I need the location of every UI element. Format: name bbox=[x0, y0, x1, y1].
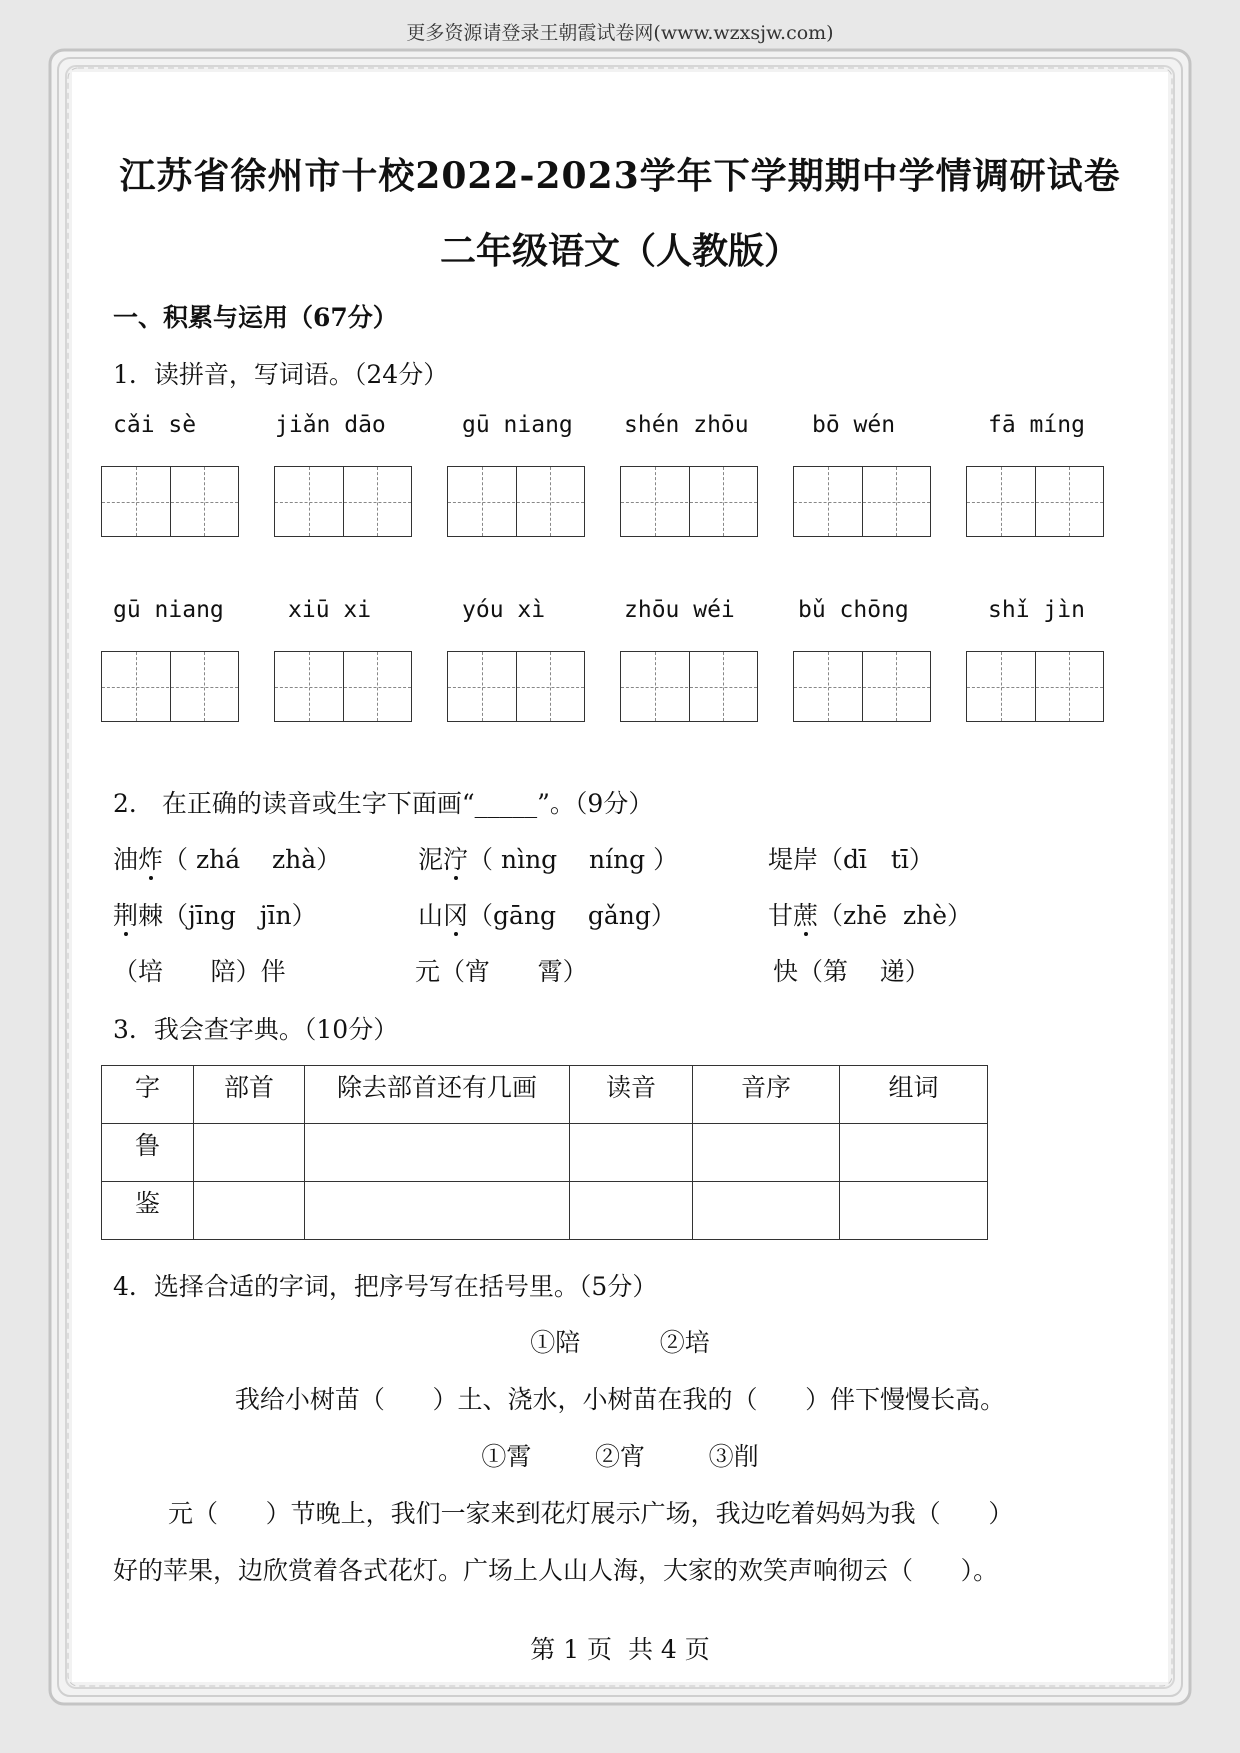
question-2-label: 2． 在正确的读音或生字下面画“_____”。（9分） bbox=[113, 789, 654, 818]
table-header: 字 bbox=[102, 1066, 194, 1124]
fill-in-sentence[interactable]: 好的苹果，边欣赏着各式花灯。广场上人山人海，大家的欢笑声响彻云（ ）。 bbox=[113, 1556, 999, 1585]
answer-cell[interactable] bbox=[194, 1182, 305, 1240]
pinyin-prompt: gū niang bbox=[462, 412, 573, 438]
pronunciation-item[interactable]: 油炸（ zhá zhà） bbox=[113, 845, 342, 874]
answer-cell[interactable] bbox=[194, 1124, 305, 1182]
character-choice-row bbox=[113, 952, 1163, 988]
pinyin-prompt: shén zhōu bbox=[624, 412, 749, 438]
pinyin-prompt: zhōu wéi bbox=[624, 597, 735, 623]
section-heading: 一、积累与运用（67分） bbox=[113, 303, 398, 332]
character-choice[interactable]: （培 陪）伴 bbox=[113, 957, 286, 986]
pronunciation-item[interactable]: 泥泞（ nìng níng ） bbox=[418, 845, 679, 874]
page-title: 江苏省徐州市十校2022-2023学年下学期期中学情调研试卷 bbox=[119, 155, 1121, 197]
answer-cell[interactable] bbox=[305, 1124, 570, 1182]
pronunciation-row bbox=[113, 840, 1163, 876]
options-line: ①霄 ②宵 ③削 bbox=[481, 1442, 759, 1471]
pronunciation-item[interactable]: 堤岸（dī tī） bbox=[768, 845, 934, 874]
fill-in-sentence[interactable]: 元（ ）节晚上，我们一家来到花灯展示广场，我边吃着妈妈为我（ ） bbox=[168, 1499, 1014, 1528]
answer-cell[interactable] bbox=[570, 1182, 693, 1240]
pronunciation-item[interactable]: 甘蔗（zhē zhè） bbox=[768, 901, 973, 930]
question-3-label: 3．我会查字典。（10分） bbox=[113, 1015, 399, 1044]
answer-cell[interactable] bbox=[840, 1124, 988, 1182]
answer-cell[interactable] bbox=[840, 1182, 988, 1240]
character-choice[interactable]: 快（第 递） bbox=[773, 957, 930, 986]
pinyin-prompt: gū niang bbox=[113, 597, 224, 623]
writing-box[interactable] bbox=[274, 466, 412, 537]
pinyin-prompt: xiū xi bbox=[288, 597, 372, 623]
table-header: 读音 bbox=[570, 1066, 693, 1124]
header-note: 更多资源请登录王朝霞试卷网(www.wzxsjw.com) bbox=[406, 22, 834, 44]
table-cell-character: 鉴 bbox=[102, 1182, 194, 1240]
table-header: 音序 bbox=[693, 1066, 840, 1124]
answer-cell[interactable] bbox=[305, 1182, 570, 1240]
fill-in-sentence[interactable]: 我给小树苗（ ）土、浇水，小树苗在我的（ ）伴下慢慢长高。 bbox=[234, 1385, 1006, 1414]
pinyin-prompt: jiǎn dāo bbox=[275, 412, 386, 438]
writing-box[interactable] bbox=[966, 466, 1104, 537]
pinyin-row bbox=[0, 412, 1240, 452]
pronunciation-item[interactable]: 荆棘（jīng jīn） bbox=[113, 901, 317, 930]
character-choice[interactable]: 元（宵 霄） bbox=[415, 957, 588, 986]
table-header: 部首 bbox=[194, 1066, 305, 1124]
writing-box[interactable] bbox=[447, 651, 585, 722]
table-header-row bbox=[102, 1066, 988, 1124]
writing-box[interactable] bbox=[620, 466, 758, 537]
answer-cell[interactable] bbox=[693, 1182, 840, 1240]
page-subtitle: 二年级语文（人教版） bbox=[439, 230, 800, 272]
question-1-label: 1．读拼音，写词语。（24分） bbox=[113, 360, 449, 389]
writing-box[interactable] bbox=[966, 651, 1104, 722]
table-header: 组词 bbox=[840, 1066, 988, 1124]
pinyin-row bbox=[0, 597, 1240, 637]
options-line: ①陪 ②培 bbox=[530, 1328, 710, 1357]
pinyin-prompt: bō wén bbox=[812, 412, 896, 438]
pinyin-prompt: fā míng bbox=[988, 412, 1085, 438]
question-4-label: 4．选择合适的字词，把序号写在括号里。（5分） bbox=[113, 1272, 658, 1301]
writing-box[interactable] bbox=[793, 466, 931, 537]
pronunciation-item[interactable]: 山冈（gāng gǎng） bbox=[418, 901, 676, 930]
writing-box[interactable] bbox=[101, 466, 239, 537]
writing-box[interactable] bbox=[274, 651, 412, 722]
answer-cell[interactable] bbox=[570, 1124, 693, 1182]
writing-box[interactable] bbox=[447, 466, 585, 537]
pinyin-prompt: yóu xì bbox=[462, 597, 546, 623]
table-row bbox=[102, 1182, 988, 1240]
pinyin-prompt: shǐ jìn bbox=[988, 597, 1085, 623]
writing-box[interactable] bbox=[101, 651, 239, 722]
page-number: 第 1 页 共 4 页 bbox=[530, 1635, 710, 1664]
pinyin-prompt: bǔ chōng bbox=[798, 597, 909, 623]
table-cell-character: 鲁 bbox=[102, 1124, 194, 1182]
table-header: 除去部首还有几画 bbox=[305, 1066, 570, 1124]
pronunciation-row bbox=[113, 896, 1163, 932]
dictionary-table bbox=[101, 1065, 988, 1240]
writing-box[interactable] bbox=[620, 651, 758, 722]
writing-box[interactable] bbox=[793, 651, 931, 722]
table-row bbox=[102, 1124, 988, 1182]
answer-cell[interactable] bbox=[693, 1124, 840, 1182]
pinyin-prompt: cǎi sè bbox=[113, 412, 197, 438]
